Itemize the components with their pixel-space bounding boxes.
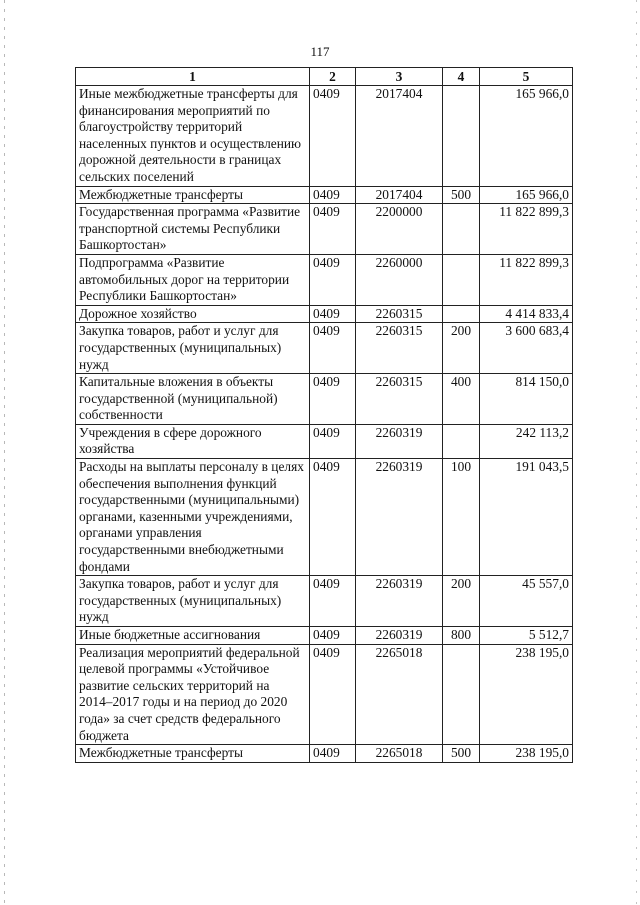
row-type: [443, 305, 480, 323]
table-row: [76, 644, 573, 745]
row-amount: 191 043,5: [480, 459, 573, 576]
table-row: [76, 186, 573, 204]
budget-table: [75, 67, 573, 763]
row-section: 0409: [310, 186, 356, 204]
table-row: [76, 459, 573, 576]
table-row: [76, 86, 573, 187]
row-name: Капитальные вложения в объекты государственной (муниципальной) собственности: [76, 374, 310, 425]
row-target: 2260315: [356, 323, 443, 374]
row-name: Государственная программа «Развитие транспортной системы Республики Башкортостан»: [76, 204, 310, 255]
row-target: 2200000: [356, 204, 443, 255]
column-header-target: 3: [356, 68, 443, 86]
column-header-section: 2: [310, 68, 356, 86]
row-section: 0409: [310, 254, 356, 305]
row-amount: 238 195,0: [480, 745, 573, 763]
row-target: 2260315: [356, 305, 443, 323]
row-amount: 814 150,0: [480, 374, 573, 425]
row-section: 0409: [310, 374, 356, 425]
row-name: Иные бюджетные ассигнования: [76, 627, 310, 645]
row-section: 0409: [310, 576, 356, 627]
row-type: [443, 86, 480, 187]
row-type: 500: [443, 186, 480, 204]
row-section: 0409: [310, 745, 356, 763]
table-row: [76, 305, 573, 323]
row-target: 2260319: [356, 576, 443, 627]
table-header-row: [76, 68, 573, 86]
row-type: [443, 204, 480, 255]
table-row: [76, 745, 573, 763]
row-name: Межбюджетные трансферты: [76, 186, 310, 204]
row-name: Учреждения в сфере дорожного хозяйства: [76, 424, 310, 458]
row-type: 200: [443, 323, 480, 374]
row-amount: 11 822 899,3: [480, 204, 573, 255]
column-header-amount: 5: [480, 68, 573, 86]
row-target: 2265018: [356, 745, 443, 763]
row-name: Иные межбюджетные трансферты для финансирования мероприятий по благоустройству территорий населенных пунктов и осуществлению дорожной деятельности в границах сельских поселений: [76, 86, 310, 187]
row-section: 0409: [310, 204, 356, 255]
row-amount: 4 414 833,4: [480, 305, 573, 323]
row-target: 2017404: [356, 186, 443, 204]
row-name: Межбюджетные трансферты: [76, 745, 310, 763]
table-row: [76, 424, 573, 458]
table-row: [76, 204, 573, 255]
row-amount: 242 113,2: [480, 424, 573, 458]
row-amount: 11 822 899,3: [480, 254, 573, 305]
row-name: Дорожное хозяйство: [76, 305, 310, 323]
row-section: 0409: [310, 86, 356, 187]
table-row: [76, 323, 573, 374]
column-header-name: 1: [76, 68, 310, 86]
row-amount: 45 557,0: [480, 576, 573, 627]
row-target: 2260315: [356, 374, 443, 425]
row-name: Закупка товаров, работ и услуг для государственных (муниципальных) нужд: [76, 323, 310, 374]
row-target: 2017404: [356, 86, 443, 187]
row-type: 100: [443, 459, 480, 576]
row-target: 2260319: [356, 627, 443, 645]
scan-edge-right: [636, 0, 637, 905]
row-name: Реализация мероприятий федеральной целевой программы «Устойчивое развитие сельских территорий на 2014–2017 годы и на период до 2020 года» за счет средств федерального бюджета: [76, 644, 310, 745]
table-row: [76, 254, 573, 305]
row-type: [443, 254, 480, 305]
scan-edge-left: [4, 0, 5, 905]
row-section: 0409: [310, 305, 356, 323]
row-name: Подпрограмма «Развитие автомобильных дорог на территории Республики Башкортостан»: [76, 254, 310, 305]
row-amount: 165 966,0: [480, 186, 573, 204]
row-amount: 238 195,0: [480, 644, 573, 745]
row-target: 2260000: [356, 254, 443, 305]
row-name: Закупка товаров, работ и услуг для государственных (муниципальных) нужд: [76, 576, 310, 627]
row-target: 2260319: [356, 459, 443, 576]
row-type: [443, 644, 480, 745]
row-section: 0409: [310, 459, 356, 576]
row-type: 200: [443, 576, 480, 627]
page-number: 117: [310, 44, 330, 59]
row-type: 800: [443, 627, 480, 645]
table-row: [76, 374, 573, 425]
row-section: 0409: [310, 323, 356, 374]
row-amount: 3 600 683,4: [480, 323, 573, 374]
row-type: [443, 424, 480, 458]
row-type: 400: [443, 374, 480, 425]
row-type: 500: [443, 745, 480, 763]
row-name: Расходы на выплаты персоналу в целях обеспечения выполнения функций государственными (муниципальными) органами, казенными учреждениями, органами управления государственными внебюджетными фондами: [76, 459, 310, 576]
row-section: 0409: [310, 644, 356, 745]
row-target: 2265018: [356, 644, 443, 745]
row-section: 0409: [310, 424, 356, 458]
column-header-type: 4: [443, 68, 480, 86]
row-amount: 5 512,7: [480, 627, 573, 645]
row-amount: 165 966,0: [480, 86, 573, 187]
row-section: 0409: [310, 627, 356, 645]
row-target: 2260319: [356, 424, 443, 458]
table-row: [76, 576, 573, 627]
table-row: [76, 627, 573, 645]
